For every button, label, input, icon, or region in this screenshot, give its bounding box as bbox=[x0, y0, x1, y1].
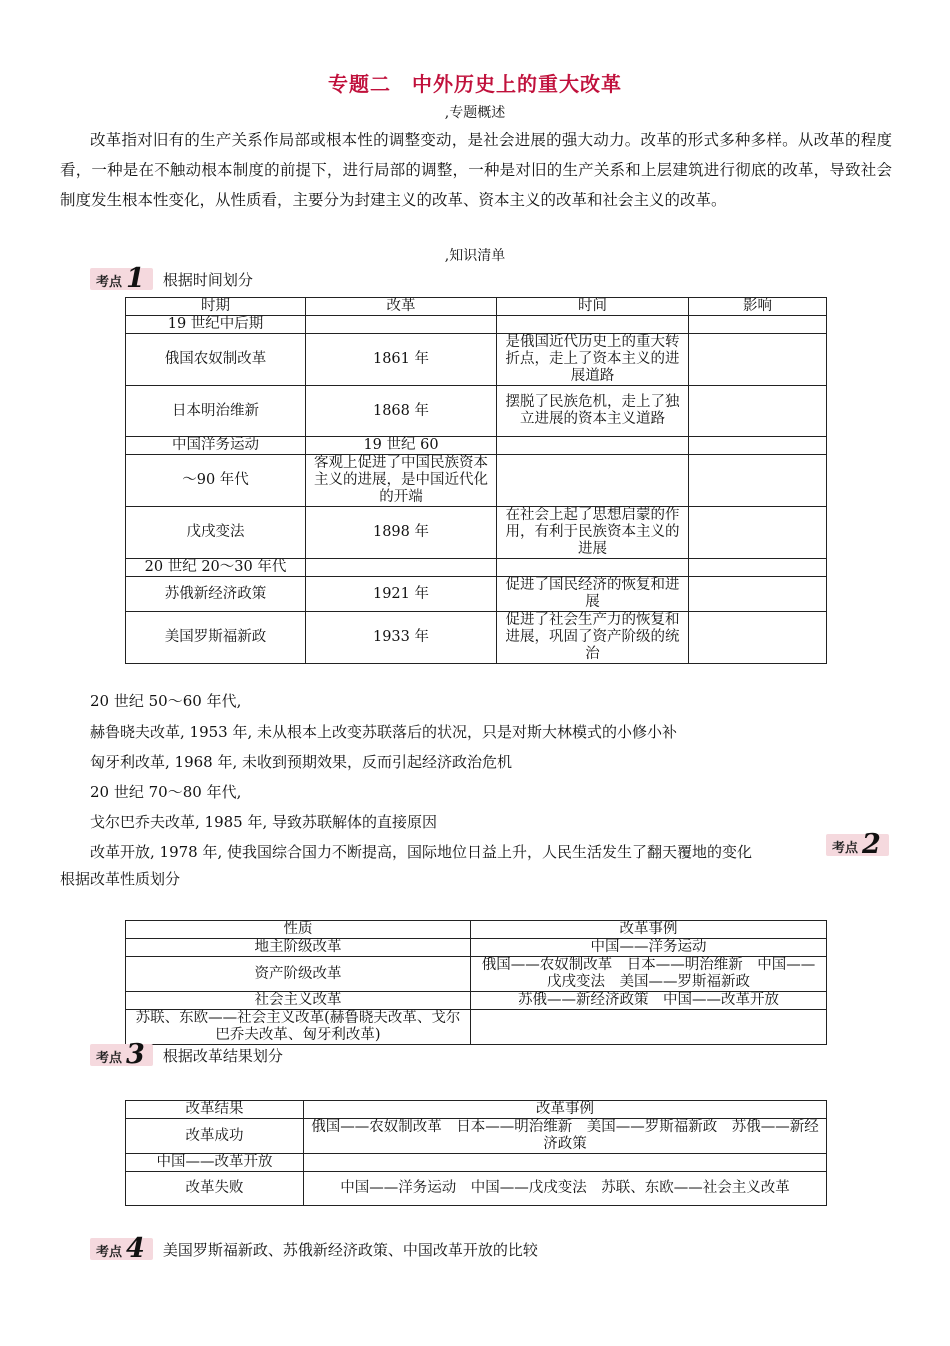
table-cell: 苏联、东欧——社会主义改革(赫鲁晓夫改革、戈尔巴乔夫改革、匈牙利改革) bbox=[126, 1010, 471, 1045]
table-cell: 中国洋务运动 bbox=[126, 437, 306, 455]
table-row bbox=[126, 1154, 827, 1172]
table-header-row bbox=[126, 1101, 827, 1119]
table-cell: 俄国农奴制改革 bbox=[126, 334, 306, 386]
table-cell: 客观上促进了中国民族资本主义的进展，是中国近代化的开端 bbox=[306, 455, 497, 507]
table-header-cell: 改革结果 bbox=[126, 1101, 304, 1119]
text-line: 匈牙利改革, 1968 年, 未收到预期效果，反而引起经济政治危机 bbox=[90, 753, 513, 771]
table-row bbox=[126, 992, 827, 1010]
table-cell: 社会主义改革 bbox=[126, 992, 471, 1010]
table-header-cell: 性质 bbox=[126, 921, 471, 939]
table-cell: 美国罗斯福新政 bbox=[126, 612, 306, 664]
table-cell bbox=[689, 334, 827, 386]
table-row bbox=[126, 577, 827, 612]
table-cell bbox=[306, 316, 497, 334]
table-row bbox=[126, 334, 827, 386]
key-point-badge: 考点 2 bbox=[826, 834, 889, 856]
key-point-4-label: 美国罗斯福新政、苏俄新经济政策、中国改革开放的比较 bbox=[162, 1241, 538, 1259]
table-row bbox=[126, 612, 827, 664]
table-cell bbox=[497, 316, 689, 334]
key-point-1-label: 根据时间划分 bbox=[162, 271, 253, 289]
table-cell bbox=[689, 316, 827, 334]
table-header-cell: 时间 bbox=[497, 298, 689, 316]
overview-heading: ,专题概述 bbox=[444, 105, 506, 121]
table-header-row bbox=[126, 298, 827, 316]
text-line: 20 世纪 70～80 年代, bbox=[90, 783, 242, 801]
table-cell bbox=[689, 577, 827, 612]
table-cell bbox=[689, 612, 827, 664]
table-row bbox=[126, 386, 827, 437]
key-point-badge: 考点 1 bbox=[90, 268, 153, 290]
key-point-2-label: 根据改革性质划分 bbox=[60, 870, 181, 888]
table-cell: 俄国——农奴制改革 日本——明治维新 美国——罗斯福新政 苏俄——新经济政策 bbox=[304, 1119, 827, 1154]
table-cell: 改革失败 bbox=[126, 1172, 304, 1206]
table-header-cell: 改革事例 bbox=[304, 1101, 827, 1119]
table-cell: 促进了社会生产力的恢复和进展，巩固了资产阶级的统治 bbox=[497, 612, 689, 664]
table-cell bbox=[497, 437, 689, 455]
table-cell: 20 世纪 20～30 年代 bbox=[126, 559, 306, 577]
table-cell bbox=[497, 559, 689, 577]
text-line: 20 世纪 50～60 年代, bbox=[90, 692, 242, 710]
table-by-time bbox=[125, 297, 827, 664]
text-line: 戈尔巴乔夫改革, 1985 年, 导致苏联解体的直接原因 bbox=[90, 813, 438, 831]
key-point-1-header bbox=[90, 263, 253, 294]
text-line: 赫鲁晓夫改革, 1953 年, 未从根本上改变苏联落后的状况，只是对斯大林模式的小修小补 bbox=[90, 723, 678, 741]
table-cell: 苏俄新经济政策 bbox=[126, 577, 306, 612]
table-header-row bbox=[126, 921, 827, 939]
table-header-cell: 影响 bbox=[689, 298, 827, 316]
table-cell: 促进了国民经济的恢复和进展 bbox=[497, 577, 689, 612]
table-cell bbox=[304, 1154, 827, 1172]
table-cell: 中国——洋务运动 bbox=[471, 939, 827, 957]
table-cell bbox=[306, 559, 497, 577]
table-cell: 1898 年 bbox=[306, 507, 497, 559]
table-cell: 1921 年 bbox=[306, 577, 497, 612]
table-cell: 1861 年 bbox=[306, 334, 497, 386]
table-row bbox=[126, 1172, 827, 1206]
table-cell: 是俄国近代历史上的重大转折点，走上了资本主义的进展道路 bbox=[497, 334, 689, 386]
table-cell: 中国——洋务运动 中国——戊戌变法 苏联、东欧——社会主义改革 bbox=[304, 1172, 827, 1206]
table-by-result bbox=[125, 1100, 827, 1206]
overview-paragraph: 改革指对旧有的生产关系作局部或根本性的调整变动，是社会进展的强大动力。改革的形式多种多样。从改革的程度看，一种是在不触动根本制度的前提下，进行局部的调整，一种是对旧的生产关系和上层建筑进行彻底的改革，导致社会制度发生根本性变化，从性质看，主要分为封建主义的改革、资本主义的改革和社会主义的改革。 bbox=[60, 131, 892, 209]
table-row bbox=[126, 437, 827, 455]
table-header-cell: 改革 bbox=[306, 298, 497, 316]
table-row bbox=[126, 455, 827, 507]
table-header-cell: 改革事例 bbox=[471, 921, 827, 939]
text-line: 改革开放, 1978 年, 使我国综合国力不断提高，国际地位日益上升，人民生活发生了翻天覆地的变化 bbox=[90, 843, 753, 861]
table-cell bbox=[497, 455, 689, 507]
key-point-badge: 考点 4 bbox=[90, 1238, 153, 1260]
table-row bbox=[126, 1010, 827, 1045]
table-header-cell: 时期 bbox=[126, 298, 306, 316]
table-cell bbox=[689, 559, 827, 577]
table-cell bbox=[689, 455, 827, 507]
table-row bbox=[126, 559, 827, 577]
page-title: 专题二 中外历史上的重大改革 bbox=[328, 72, 622, 96]
table-row bbox=[126, 957, 827, 992]
table-cell: 中国——改革开放 bbox=[126, 1154, 304, 1172]
table-cell: 日本明治维新 bbox=[126, 386, 306, 437]
table-row bbox=[126, 507, 827, 559]
table-cell: 19 世纪 60 bbox=[306, 437, 497, 455]
table-cell bbox=[689, 386, 827, 437]
table-cell: ～90 年代 bbox=[126, 455, 306, 507]
table-cell: 戊戌变法 bbox=[126, 507, 306, 559]
table-row bbox=[126, 316, 827, 334]
table-cell: 在社会上起了思想启蒙的作用，有利于民族资本主义的进展 bbox=[497, 507, 689, 559]
table-cell: 地主阶级改革 bbox=[126, 939, 471, 957]
table-by-nature bbox=[125, 920, 827, 1045]
key-point-badge: 考点 3 bbox=[90, 1044, 153, 1066]
table-cell: 1933 年 bbox=[306, 612, 497, 664]
table-row bbox=[126, 1119, 827, 1154]
table-cell: 改革成功 bbox=[126, 1119, 304, 1154]
table-cell: 资产阶级改革 bbox=[126, 957, 471, 992]
table-cell: 苏俄——新经济政策 中国——改革开放 bbox=[471, 992, 827, 1010]
table-cell: 19 世纪中后期 bbox=[126, 316, 306, 334]
table-cell bbox=[689, 507, 827, 559]
table-cell bbox=[689, 437, 827, 455]
knowledge-heading: ,知识清单 bbox=[444, 248, 506, 264]
key-point-3-label: 根据改革结果划分 bbox=[162, 1047, 283, 1065]
table-cell: 摆脱了民族危机，走上了独立进展的资本主义道路 bbox=[497, 386, 689, 437]
key-point-4-header bbox=[90, 1233, 538, 1264]
table-cell bbox=[471, 1010, 827, 1045]
table-cell: 1868 年 bbox=[306, 386, 497, 437]
table-row bbox=[126, 939, 827, 957]
table-cell: 俄国——农奴制改革 日本——明治维新 中国——戊戌变法 美国——罗斯福新政 bbox=[471, 957, 827, 992]
key-point-3-header bbox=[90, 1039, 283, 1070]
